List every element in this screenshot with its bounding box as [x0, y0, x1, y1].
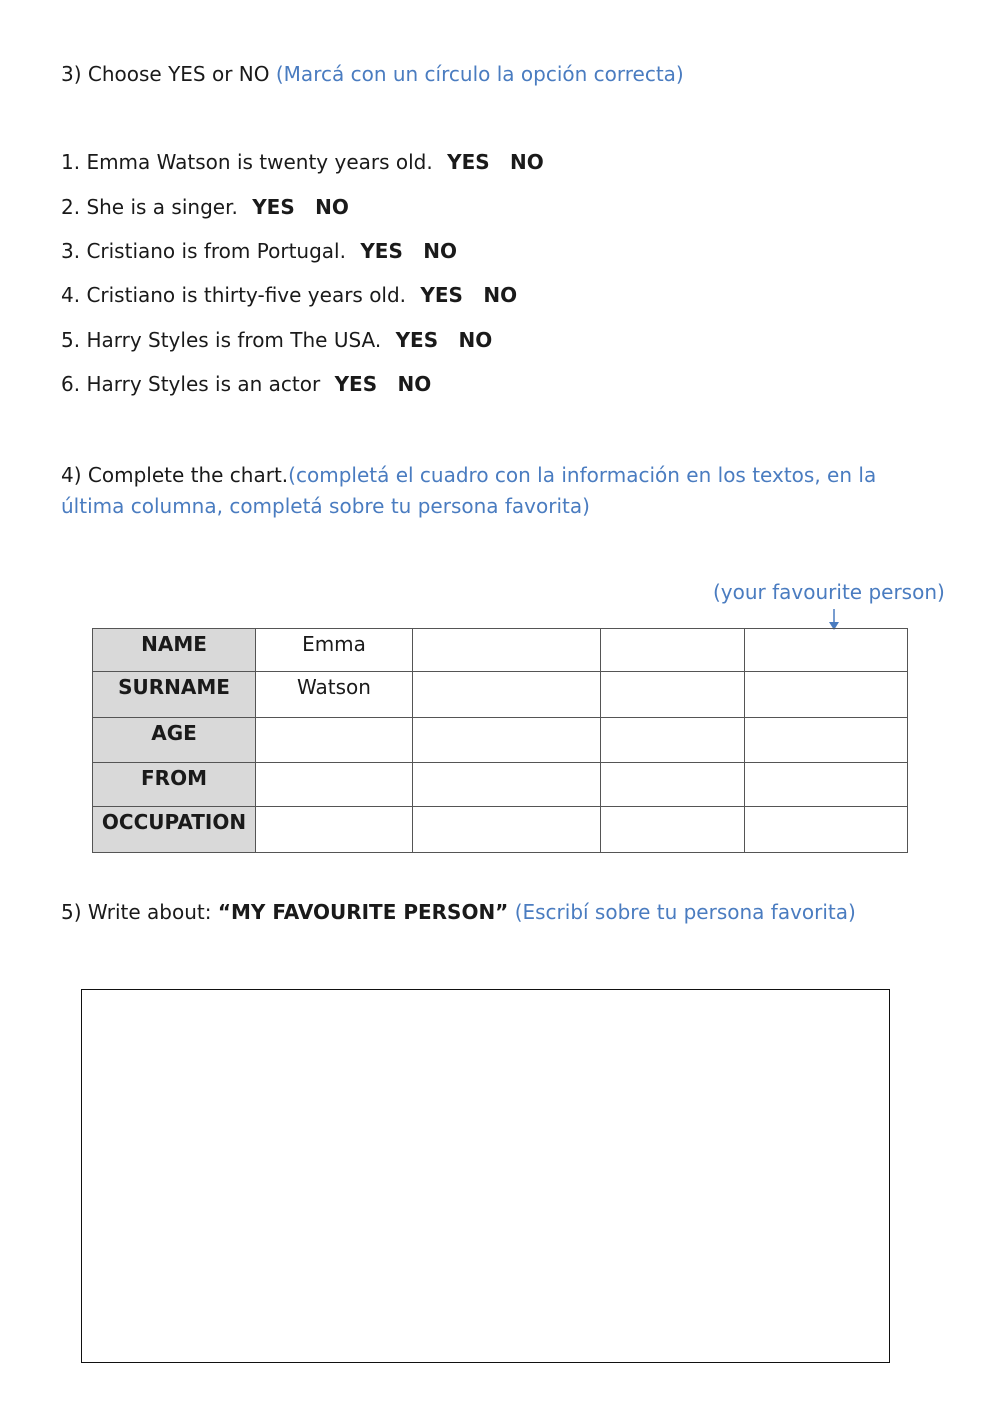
chart-cell[interactable]	[745, 629, 908, 672]
no-option[interactable]: NO	[315, 195, 349, 219]
chart-cell[interactable]	[601, 672, 745, 718]
chart-cell[interactable]	[413, 672, 601, 718]
section-4-instruction: (completá el cuadro con la información en los textos, en la última columna, completá sobre tu persona favorita)	[61, 463, 877, 518]
chart-cell[interactable]	[745, 807, 908, 853]
yes-option[interactable]: YES	[360, 239, 403, 263]
section-3-title-line	[61, 62, 684, 86]
chart-cell[interactable]	[413, 807, 601, 853]
row-header: SURNAME	[93, 672, 256, 718]
question-item	[61, 195, 349, 219]
section-4-title: 4) Complete the chart.	[61, 463, 289, 487]
question-item	[61, 328, 492, 352]
yes-option[interactable]: YES	[420, 283, 463, 307]
question-item	[61, 239, 457, 263]
chart-cell[interactable]	[745, 763, 908, 807]
chart-row-occupation	[93, 807, 908, 853]
chart-cell[interactable]	[745, 718, 908, 763]
no-option[interactable]: NO	[423, 239, 457, 263]
chart-row-surname	[93, 672, 908, 718]
row-header: OCCUPATION	[93, 807, 256, 853]
question-text: 3. Cristiano is from Portugal.	[61, 239, 346, 263]
chart-cell[interactable]	[413, 718, 601, 763]
question-text: 6. Harry Styles is an actor	[61, 372, 321, 396]
section-4-title-line	[61, 460, 941, 522]
chart-cell[interactable]	[256, 807, 413, 853]
chart-cell[interactable]	[413, 763, 601, 807]
yes-option[interactable]: YES	[395, 328, 439, 352]
row-header: FROM	[93, 763, 256, 807]
chart-row-from	[93, 763, 908, 807]
favourite-person-note: (your favourite person)	[713, 580, 945, 604]
chart-cell[interactable]	[601, 763, 745, 807]
section-3-instruction: (Marcá con un círculo la opción correcta)	[275, 62, 684, 86]
section-5-topic: “MY FAVOURITE PERSON”	[217, 900, 509, 924]
chart-cell[interactable]: Watson	[256, 672, 413, 718]
chart-cell[interactable]	[413, 629, 601, 672]
chart-row-name	[93, 629, 908, 672]
chart-cell[interactable]	[256, 718, 413, 763]
chart-cell[interactable]: Emma	[256, 629, 413, 672]
no-option[interactable]: NO	[397, 372, 432, 396]
no-option[interactable]: NO	[458, 328, 493, 352]
no-option[interactable]: NO	[483, 283, 518, 307]
section-3-title: 3) Choose YES or NO	[61, 62, 270, 86]
section-5-title-line	[61, 900, 856, 924]
chart-cell[interactable]	[601, 807, 745, 853]
question-text: 2. She is a singer.	[61, 195, 238, 219]
writing-area[interactable]	[81, 989, 890, 1363]
question-text: 1. Emma Watson is twenty years old.	[61, 150, 433, 174]
row-header: NAME	[93, 629, 256, 672]
yes-option[interactable]: YES	[252, 195, 295, 219]
chart-cell[interactable]	[745, 672, 908, 718]
question-item	[61, 372, 431, 396]
chart-row-age	[93, 718, 908, 763]
question-item	[61, 150, 544, 174]
section-5-instruction: (Escribí sobre tu persona favorita)	[514, 900, 856, 924]
question-item	[61, 283, 517, 307]
question-text: 5. Harry Styles is from The USA.	[61, 328, 382, 352]
chart-cell[interactable]	[601, 629, 745, 672]
yes-option[interactable]: YES	[334, 372, 378, 396]
chart-cell[interactable]	[601, 718, 745, 763]
no-option[interactable]: NO	[510, 150, 544, 174]
chart-cell[interactable]	[256, 763, 413, 807]
section-5-title: 5) Write about:	[61, 900, 212, 924]
question-text: 4. Cristiano is thirty-five years old.	[61, 283, 407, 307]
info-chart	[92, 628, 908, 853]
row-header: AGE	[93, 718, 256, 763]
yes-option[interactable]: YES	[447, 150, 490, 174]
